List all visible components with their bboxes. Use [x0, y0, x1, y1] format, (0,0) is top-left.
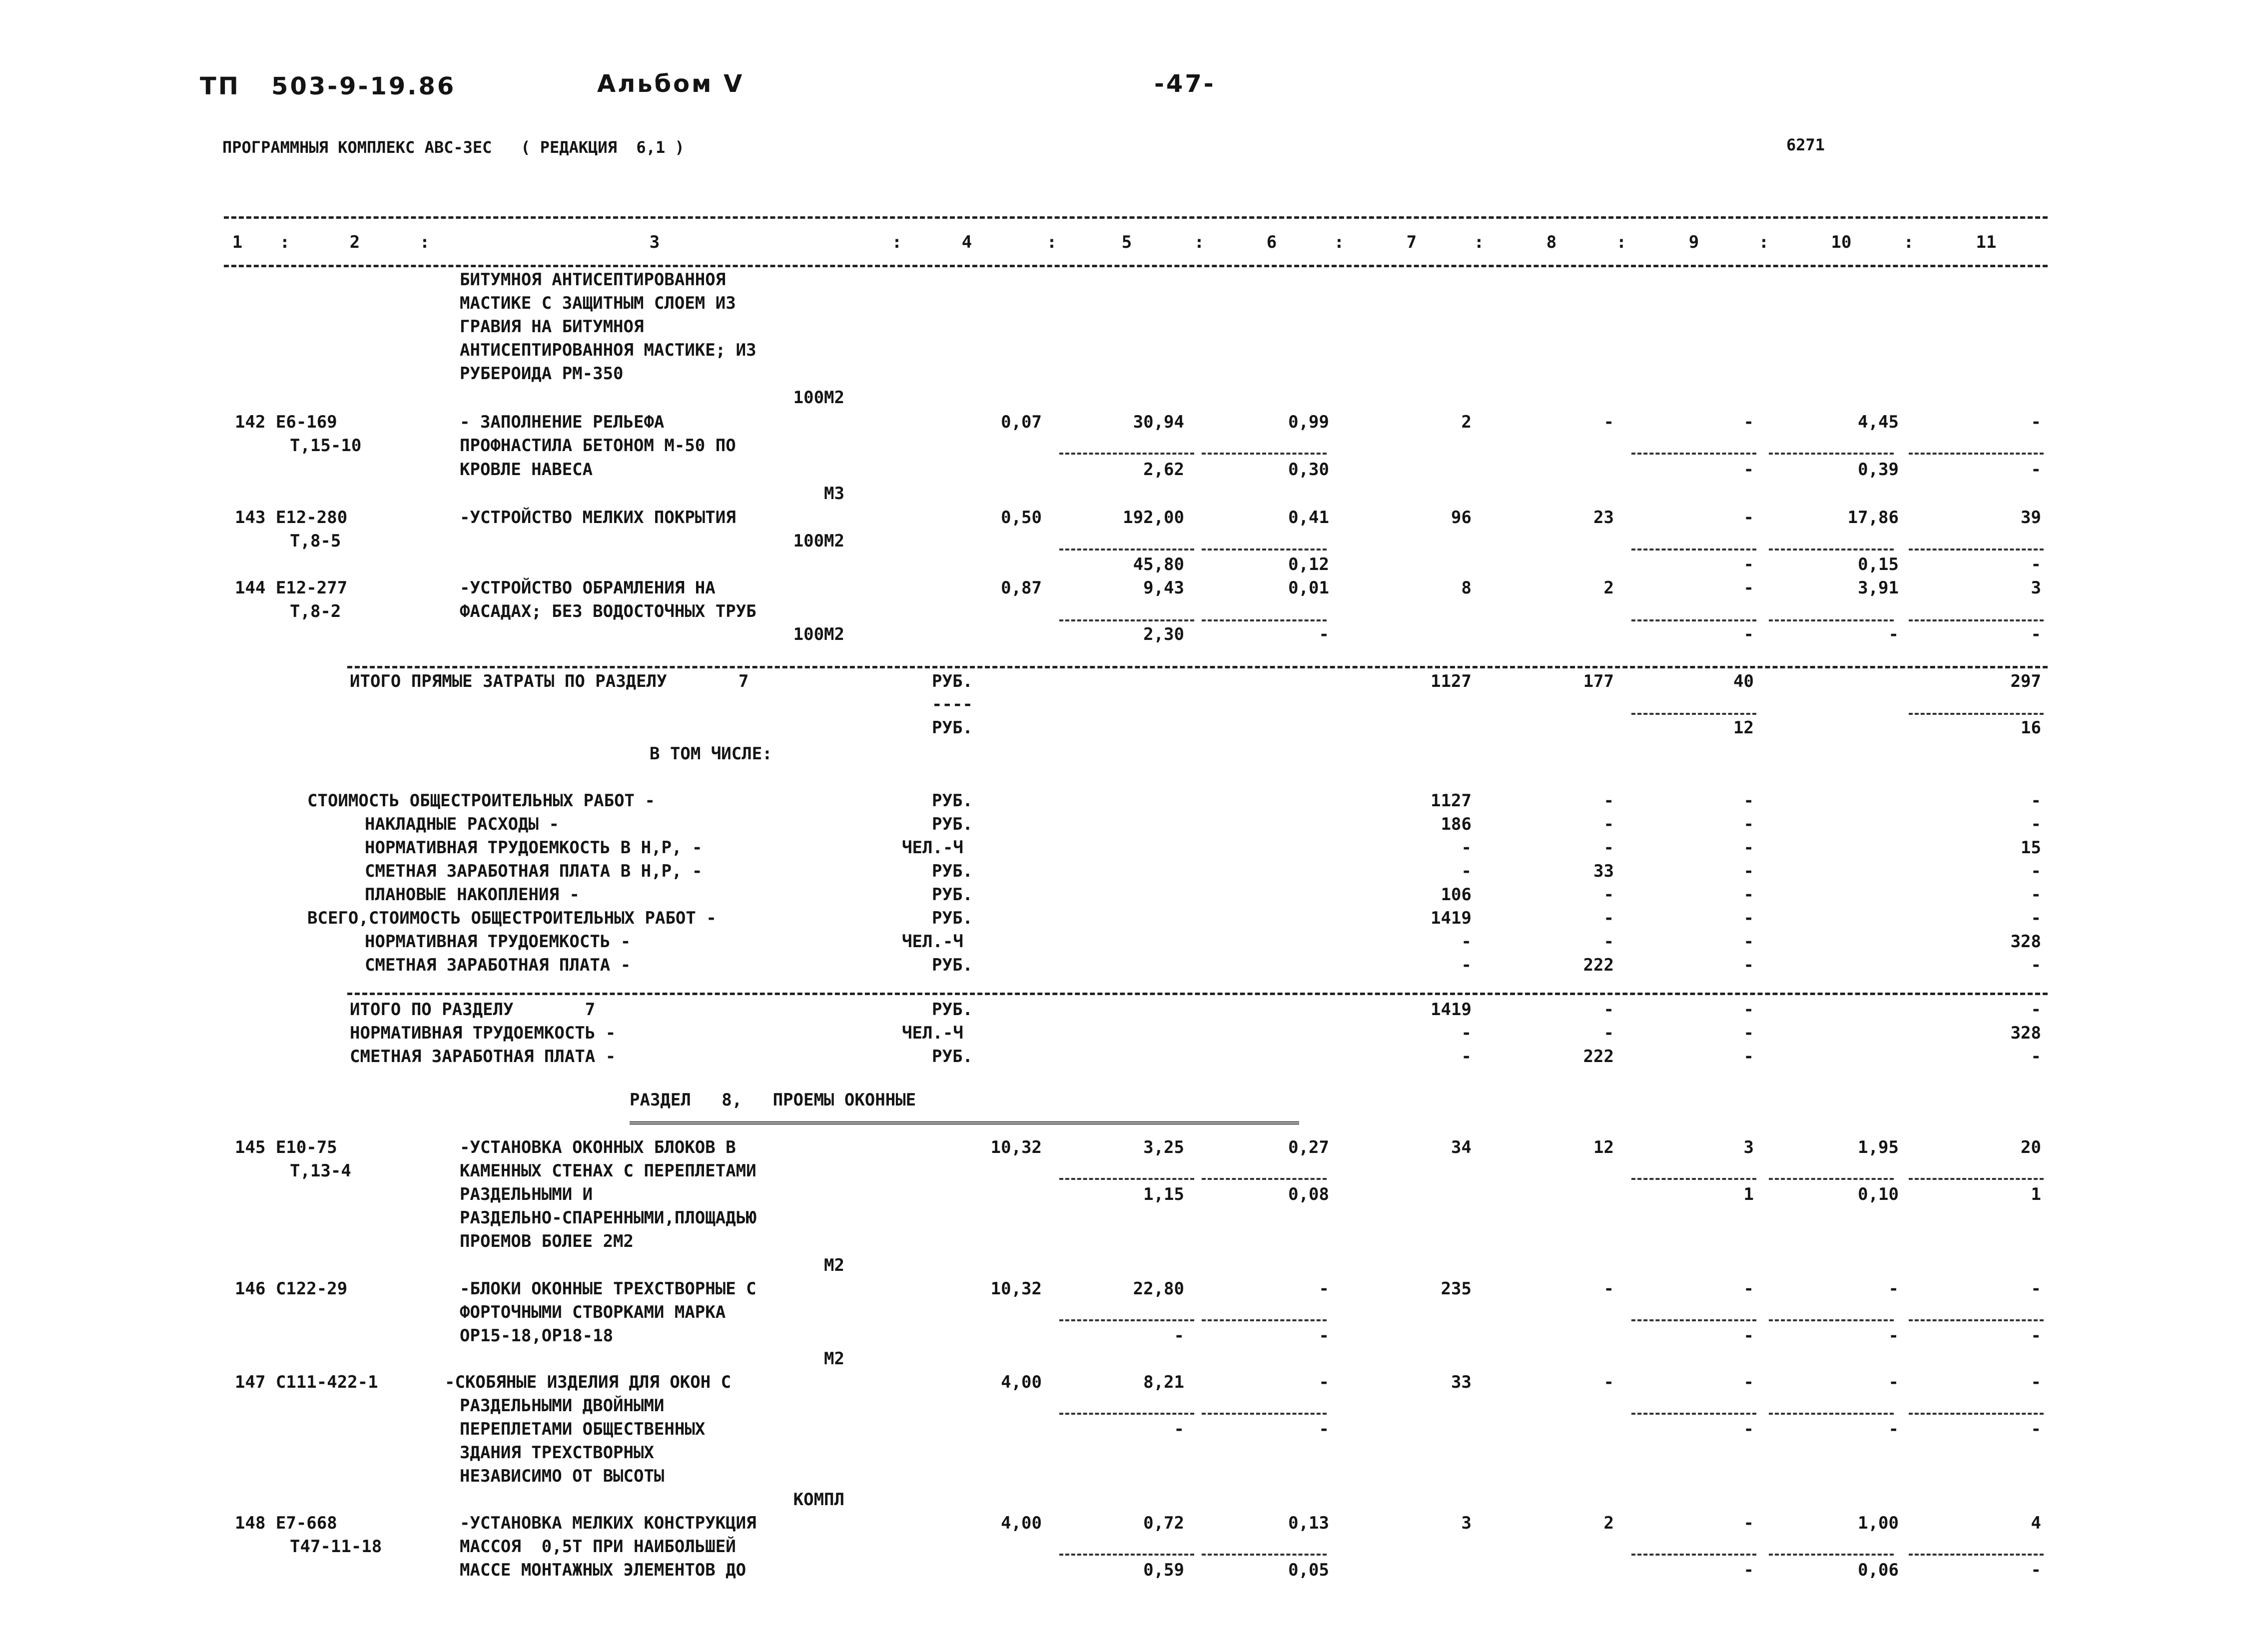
cell-rule	[1909, 1413, 2044, 1415]
table-cell-c7: 8	[1461, 578, 1472, 598]
table-cell-c11: -	[2031, 814, 2041, 834]
cell-rule	[1631, 1178, 1756, 1180]
cell-rule	[1631, 713, 1756, 715]
table-cell-unit: 100М2	[793, 624, 844, 644]
col-10-header: 10	[1831, 232, 1852, 252]
table-cell-c6: 0,05	[1288, 1560, 1329, 1580]
table-cell-c8: -	[1603, 814, 1614, 834]
table-cell-c11: 328	[2010, 1023, 2041, 1043]
table-cell-c6: -	[1319, 624, 1329, 644]
table-cell-c3: ГРАВИЯ НА БИТУМНОЯ	[460, 317, 644, 337]
table-cell-rub: РУБ.	[932, 718, 973, 738]
cell-rule	[1769, 1178, 1894, 1180]
table-cell-c11: -	[2031, 1000, 2041, 1020]
table-cell-c9: -	[1743, 1047, 1754, 1067]
table-cell-c3b: -СКОБЯНЫЕ ИЗДЕЛИЯ ДЛЯ ОКОН С	[445, 1372, 732, 1392]
table-cell-c7: 1127	[1431, 791, 1472, 811]
table-cell-c5: 0,59	[1143, 1560, 1184, 1580]
table-cell-c3: МАССОЯ 0,5Т ПРИ НАИБОЛЬШЕЙ	[460, 1537, 736, 1557]
cell-rule	[1059, 1178, 1194, 1180]
table-cell-c8: -	[1603, 885, 1614, 905]
table-cell-no: 144 Е12-277	[235, 578, 348, 598]
col-separator: :	[891, 232, 902, 252]
table-cell-cost: ВСЕГО,СТОИМОСТЬ ОБЩЕСТРОИТЕЛЬНЫХ РАБОТ -	[307, 908, 717, 928]
table-cell-c8: -	[1603, 1279, 1614, 1299]
table-cell-c4: 4,00	[1001, 1513, 1042, 1533]
table-cell-c5: 9,43	[1143, 578, 1184, 598]
table-cell-rub: РУБ.	[932, 791, 973, 811]
table-cell-c5: 0,72	[1143, 1513, 1184, 1533]
table-cell-c6: 0,41	[1288, 508, 1329, 528]
table-cell-c10: 3,91	[1858, 578, 1899, 598]
cell-rule	[1202, 1413, 1327, 1415]
table-cell-c11: 15	[2021, 838, 2041, 858]
col-separator: :	[1334, 232, 1345, 252]
table-cell-c5: 3,25	[1143, 1137, 1184, 1157]
table-cell-c9: -	[1743, 955, 1754, 975]
table-cell-no: 143 Е12-280	[235, 508, 348, 528]
table-cell-c10: 4,45	[1858, 412, 1899, 432]
table-cell-c5: 2,30	[1143, 624, 1184, 644]
cell-rule	[1202, 1319, 1327, 1321]
table-cell-c5: 2,62	[1143, 460, 1184, 480]
table-cell-cost2: СМЕТНАЯ ЗАРАБОТНАЯ ПЛАТА -	[365, 955, 631, 975]
table-cell-c3: БИТУМНОЯ АНТИСЕПТИРОВАННОЯ	[460, 270, 726, 290]
table-cell-c7: -	[1461, 861, 1472, 881]
table-cell-c7: 235	[1441, 1279, 1472, 1299]
table-cell-c9: -	[1743, 624, 1754, 644]
table-cell-c11: -	[2031, 1560, 2041, 1580]
table-cell-c10: 0,06	[1858, 1560, 1899, 1580]
cell-rule	[1202, 619, 1327, 621]
table-cell-c10: 0,15	[1858, 554, 1899, 574]
table-cell-c8: -	[1603, 412, 1614, 432]
table-cell-c7: 33	[1451, 1372, 1472, 1392]
table-cell-c6: 0,12	[1288, 554, 1329, 574]
table-cell-c11: -	[2031, 1419, 2041, 1439]
table-cell-c9: -	[1743, 861, 1754, 881]
table-cell-c3: -УСТРОЙСТВО ОБРАМЛЕНИЯ НА	[460, 578, 716, 598]
col-11-header: 11	[1976, 232, 1997, 252]
table-cell-c3: РУБЕРОИДА РМ-350	[460, 364, 624, 384]
table-cell-c9: -	[1743, 554, 1754, 574]
table-cell-c7: 3	[1461, 1513, 1472, 1533]
col-separator: :	[1046, 232, 1057, 252]
table-cell-c5: 22,80	[1133, 1279, 1184, 1299]
table-cell-c9: -	[1743, 814, 1754, 834]
rule-subtotal	[347, 666, 2048, 668]
col-separator: :	[1616, 232, 1627, 252]
table-cell-c9: -	[1743, 885, 1754, 905]
table-cell-c8: -	[1603, 932, 1614, 952]
table-cell-rub: РУБ.	[932, 955, 973, 975]
col-5-header: 5	[1121, 232, 1132, 252]
table-cell-c11: -	[2031, 861, 2041, 881]
table-cell-unit: М2	[824, 1255, 844, 1275]
table-cell-c9: -	[1743, 508, 1754, 528]
table-cell-c5: 192,00	[1123, 508, 1184, 528]
table-cell-c8: -	[1603, 908, 1614, 928]
table-cell-c9: -	[1743, 791, 1754, 811]
cell-rule	[1909, 1319, 2044, 1321]
table-cell-c6: 0,08	[1288, 1184, 1329, 1204]
cell-rule	[1769, 1319, 1894, 1321]
table-cell-c8: 2	[1603, 578, 1614, 598]
table-cell-c9: -	[1743, 460, 1754, 480]
table-cell-cost2: НОРМАТИВНАЯ ТРУДОЕМКОСТЬ -	[365, 932, 631, 952]
table-cell-no: 142 Е6-169	[235, 412, 337, 432]
col-2-header: 2	[349, 232, 360, 252]
cell-rule	[1059, 1319, 1194, 1321]
cell-rule	[1202, 1554, 1327, 1556]
table-cell-c8: -	[1603, 838, 1614, 858]
table-cell-c11: -	[2031, 460, 2041, 480]
col-separator: :	[1474, 232, 1485, 252]
table-cell-c3: ФАСАДАХ; БЕЗ ВОДОСТОЧНЫХ ТРУБ	[460, 601, 756, 621]
col-separator: :	[279, 232, 290, 252]
table-cell-c10: 0,10	[1858, 1184, 1899, 1204]
cell-rule	[1202, 1178, 1327, 1180]
cell-rule	[1909, 1554, 2044, 1556]
table-cell-c5: 8,21	[1143, 1372, 1184, 1392]
table-cell-c4: 0,07	[1001, 412, 1042, 432]
table-cell-c6: 0,27	[1288, 1137, 1329, 1157]
table-cell-sum: ИТОГО ПО РАЗДЕЛУ 7	[350, 1000, 596, 1020]
table-cell-c6: 0,30	[1288, 460, 1329, 480]
table-cell-rub: РУБ.	[932, 1000, 973, 1020]
table-cell-no: 145 Е10-75	[235, 1137, 337, 1157]
table-cell-c9: -	[1743, 1419, 1754, 1439]
table-cell-c10: -	[1888, 1419, 1899, 1439]
table-cell-no2: Т,13-4	[290, 1161, 351, 1181]
table-cell-c8: 23	[1593, 508, 1614, 528]
table-cell-chel: ЧЕЛ.-Ч	[902, 1023, 963, 1043]
cell-rule	[1059, 1413, 1194, 1415]
table-cell-c7: -	[1461, 838, 1472, 858]
table-cell-c3: - ЗАПОЛНЕНИЕ РЕЛЬЕФА	[460, 412, 665, 432]
table-cell-c11: 328	[2010, 932, 2041, 952]
cell-rule	[1769, 1554, 1894, 1556]
table-cell-c7: 96	[1451, 508, 1472, 528]
table-cell-c11: 16	[2021, 718, 2041, 738]
table-cell-c8: -	[1603, 1372, 1614, 1392]
cell-rule	[1631, 619, 1756, 621]
table-cell-rub: ----	[932, 694, 973, 714]
table-cell-c9: 1	[1743, 1184, 1754, 1204]
page-number: -47-	[1154, 70, 1216, 98]
table-cell-c3: ФОРТОЧНЫМИ СТВОРКАМИ МАРКА	[460, 1302, 726, 1322]
table-cell-rub: РУБ.	[932, 1047, 973, 1067]
table-cell-c11: 3	[2031, 578, 2041, 598]
table-cell-c3: -УСТРОЙСТВО МЕЛКИХ ПОКРЫТИЯ	[460, 508, 736, 528]
table-cell-c3: -БЛОКИ ОКОННЫЕ ТРЕХСТВОРНЫЕ С	[460, 1279, 756, 1299]
table-cell-c3: РАЗДЕЛЬНЫМИ ДВОЙНЫМИ	[460, 1396, 665, 1416]
table-cell-c8: 12	[1593, 1137, 1614, 1157]
table-cell-c6: -	[1319, 1326, 1329, 1346]
table-cell-c11: -	[2031, 1372, 2041, 1392]
table-cell-c5: 30,94	[1133, 412, 1184, 432]
table-cell-c3: КРОВЛЕ НАВЕСА	[460, 460, 593, 480]
table-cell-c8: 222	[1583, 1047, 1614, 1067]
table-cell-c3: РАЗДЕЛЬНО-СПАРЕННЫМИ,ПЛОЩАДЬЮ	[460, 1208, 756, 1228]
table-cell-c3: НЕЗАВИСИМО ОТ ВЫСОТЫ	[460, 1466, 665, 1486]
table-cell-no: 146 С122-29	[235, 1279, 348, 1299]
cell-rule	[1631, 453, 1756, 455]
table-cell-c9: -	[1743, 1279, 1754, 1299]
table-cell-unit: М2	[824, 1349, 844, 1369]
table-cell-c10: 0,39	[1858, 460, 1899, 480]
table-cell-cost2: СМЕТНАЯ ЗАРАБОТНАЯ ПЛАТА В Н,Р, -	[365, 861, 703, 881]
table-cell-c7: 106	[1441, 885, 1472, 905]
table-cell-rub: РУБ.	[932, 885, 973, 905]
table-cell-c9: -	[1743, 932, 1754, 952]
table-cell-c7: -	[1461, 932, 1472, 952]
cell-rule	[1631, 1554, 1756, 1556]
table-cell-c9: -	[1743, 1023, 1754, 1043]
table-cell-c3: РАЗДЕЛЬНЫМИ И	[460, 1184, 593, 1204]
document-id: 6271	[1786, 135, 1825, 154]
table-cell-c11: -	[2031, 885, 2041, 905]
col-separator: :	[1194, 232, 1205, 252]
table-cell-c11: -	[2031, 412, 2041, 432]
table-cell-c10: 17,86	[1847, 508, 1899, 528]
table-cell-c3: КАМЕННЫХ СТЕНАХ С ПЕРЕПЛЕТАМИ	[460, 1161, 756, 1181]
table-cell-c3: ЗДАНИЯ ТРЕХСТВОРНЫХ	[460, 1443, 654, 1463]
table-cell-rub: РУБ.	[932, 908, 973, 928]
table-cell-c10: 1,00	[1858, 1513, 1899, 1533]
col-separator: :	[1903, 232, 1914, 252]
rule-top	[224, 216, 2048, 219]
cell-rule	[1059, 1554, 1194, 1556]
cell-rule	[1769, 549, 1894, 551]
table-cell-c11: -	[2031, 908, 2041, 928]
table-cell-c9: -	[1743, 578, 1754, 598]
table-cell-c10: -	[1888, 1372, 1899, 1392]
table-cell-sum: НОРМАТИВНАЯ ТРУДОЕМКОСТЬ -	[350, 1023, 616, 1043]
table-cell-c11: -	[2031, 791, 2041, 811]
table-cell-c11: -	[2031, 554, 2041, 574]
table-cell-c9: -	[1743, 1000, 1754, 1020]
table-cell-rub: РУБ.	[932, 671, 973, 691]
cell-rule	[1769, 1413, 1894, 1415]
col-3-header: 3	[649, 232, 660, 252]
table-cell-c6: -	[1319, 1372, 1329, 1392]
table-cell-unit: 100М2	[793, 531, 844, 551]
table-cell-c9: -	[1743, 1560, 1754, 1580]
table-cell-c3: ОР15-18,ОР18-18	[460, 1326, 614, 1346]
rule-section-total	[347, 993, 2048, 995]
table-cell-c3: МАСТИКЕ С ЗАЩИТНЫМ СЛОЕМ ИЗ	[460, 293, 736, 313]
document-code: ТП 503-9-19.86	[200, 72, 456, 100]
table-cell-c10: -	[1888, 624, 1899, 644]
table-cell-sum: ИТОГО ПРЯМЫЕ ЗАТРАТЫ ПО РАЗДЕЛУ 7	[350, 671, 749, 691]
table-cell-unit: КОМПЛ	[793, 1490, 844, 1510]
table-cell-c10: -	[1888, 1326, 1899, 1346]
table-cell-unit: 100М2	[793, 388, 844, 408]
table-cell-c6: 0,01	[1288, 578, 1329, 598]
table-cell-c11: -	[2031, 1047, 2041, 1067]
col-separator: :	[1758, 232, 1769, 252]
table-cell-c4: 10,32	[990, 1279, 1042, 1299]
table-cell-cost2: ПЛАНОВЫЕ НАКОПЛЕНИЯ -	[365, 885, 580, 905]
table-cell-c7: 34	[1451, 1137, 1472, 1157]
table-cell-c3: -УСТАНОВКА ОКОННЫХ БЛОКОВ В	[460, 1137, 736, 1157]
table-cell-rub: РУБ.	[932, 861, 973, 881]
table-cell-c11: 39	[2021, 508, 2041, 528]
table-cell-c7: -	[1461, 1023, 1472, 1043]
cell-rule	[1909, 453, 2044, 455]
table-cell-chel: ЧЕЛ.-Ч	[902, 838, 963, 858]
table-cell-c5: -	[1174, 1419, 1184, 1439]
table-cell-c3: ПРОФНАСТИЛА БЕТОНОМ М-50 ПО	[460, 436, 736, 456]
table-cell-c5: -	[1174, 1326, 1184, 1346]
table-cell-c5: 45,80	[1133, 554, 1184, 574]
table-cell-c7: -	[1461, 1047, 1472, 1067]
cell-rule	[1909, 549, 2044, 551]
table-cell-c4: 10,32	[990, 1137, 1042, 1157]
table-cell-c11: -	[2031, 955, 2041, 975]
cell-rule	[1631, 1413, 1756, 1415]
cell-rule	[1909, 1178, 2044, 1180]
table-cell-c8: 2	[1603, 1513, 1614, 1533]
table-cell-c3: ПЕРЕПЛЕТАМИ ОБЩЕСТВЕННЫХ	[460, 1419, 706, 1439]
table-cell-sum: СМЕТНАЯ ЗАРАБОТНАЯ ПЛАТА -	[350, 1047, 616, 1067]
table-cell-c6: 0,13	[1288, 1513, 1329, 1533]
table-cell-c7: 1419	[1431, 908, 1472, 928]
cell-rule	[1059, 549, 1194, 551]
table-cell-c8: -	[1603, 1000, 1614, 1020]
table-cell-c3: -УСТАНОВКА МЕЛКИХ КОНСТРУКЦИЯ	[460, 1513, 756, 1533]
table-cell-c6: 0,99	[1288, 412, 1329, 432]
table-cell-c11: -	[2031, 1326, 2041, 1346]
cell-rule	[1631, 1319, 1756, 1321]
cell-rule	[1769, 453, 1894, 455]
table-cell-c9: -	[1743, 838, 1754, 858]
table-cell-c8: -	[1603, 791, 1614, 811]
table-cell-incl: В ТОМ ЧИСЛЕ:	[650, 744, 772, 764]
table-cell-c3: АНТИСЕПТИРОВАННОЯ МАСТИКЕ; ИЗ	[460, 340, 756, 360]
table-cell-c9: -	[1743, 1326, 1754, 1346]
table-cell-unit: М3	[824, 484, 844, 504]
table-cell-no: 148 Е7-668	[235, 1513, 337, 1533]
table-cell-no2: Т,8-5	[290, 531, 341, 551]
cell-rule	[1909, 713, 2044, 715]
table-cell-c9: -	[1743, 412, 1754, 432]
cell-rule	[1769, 619, 1894, 621]
col-1-header: 1	[232, 232, 243, 252]
col-6-header: 6	[1266, 232, 1277, 252]
table-cell-c4: 0,50	[1001, 508, 1042, 528]
rule-header-bottom	[224, 265, 2048, 267]
cell-rule	[1631, 549, 1756, 551]
cell-rule	[1059, 619, 1194, 621]
table-cell-c3: МАССЕ МОНТАЖНЫХ ЭЛЕМЕНТОВ ДО	[460, 1560, 747, 1580]
col-8-header: 8	[1546, 232, 1557, 252]
table-cell-c11: 4	[2031, 1513, 2041, 1533]
table-cell-c10: 1,95	[1858, 1137, 1899, 1157]
table-cell-sect: РАЗДЕЛ 8, ПРОЕМЫ ОКОННЫЕ	[630, 1090, 916, 1110]
table-cell-c7: 2	[1461, 412, 1472, 432]
table-cell-c11: -	[2031, 624, 2041, 644]
section-underline	[630, 1121, 1299, 1124]
table-cell-c6: -	[1319, 1419, 1329, 1439]
table-cell-c9: 40	[1733, 671, 1754, 691]
table-cell-c10: -	[1888, 1279, 1899, 1299]
table-cell-c9: 3	[1743, 1137, 1754, 1157]
table-cell-rub: РУБ.	[932, 814, 973, 834]
table-cell-c4: 0,87	[1001, 578, 1042, 598]
col-separator: :	[419, 232, 430, 252]
col-9-header: 9	[1688, 232, 1699, 252]
table-cell-c8: -	[1603, 1023, 1614, 1043]
table-cell-c9: 12	[1733, 718, 1754, 738]
table-cell-chel: ЧЕЛ.-Ч	[902, 932, 963, 952]
cell-rule	[1202, 549, 1327, 551]
table-cell-c9: -	[1743, 908, 1754, 928]
table-cell-c11: 1	[2031, 1184, 2041, 1204]
table-cell-no2: Т,15-10	[290, 436, 362, 456]
table-cell-c8: 222	[1583, 955, 1614, 975]
table-cell-c6: -	[1319, 1279, 1329, 1299]
cell-rule	[1059, 453, 1194, 455]
album-label: Альбом V	[597, 70, 745, 98]
table-cell-c9: -	[1743, 1513, 1754, 1533]
program-title: ПРОГРАММНЫЯ КОМПЛЕКС АВС-ЗЕС ( РЕДАКЦИЯ 6,1 )	[222, 138, 685, 157]
table-cell-c11: 20	[2021, 1137, 2041, 1157]
cell-rule	[1909, 619, 2044, 621]
table-cell-cost2: НОРМАТИВНАЯ ТРУДОЕМКОСТЬ В Н,Р, -	[365, 838, 703, 858]
table-cell-c7: 186	[1441, 814, 1472, 834]
col-7-header: 7	[1406, 232, 1417, 252]
table-cell-c11: -	[2031, 1279, 2041, 1299]
table-cell-c8: 33	[1593, 861, 1614, 881]
table-cell-c7: 1127	[1431, 671, 1472, 691]
table-cell-c3: ПРОЕМОВ БОЛЕЕ 2М2	[460, 1231, 634, 1251]
table-cell-c7: -	[1461, 955, 1472, 975]
col-4-header: 4	[961, 232, 972, 252]
table-cell-no: 147 С111-422-1	[235, 1372, 378, 1392]
table-cell-cost: СТОИМОСТЬ ОБЩЕСТРОИТЕЛЬНЫХ РАБОТ -	[307, 791, 655, 811]
table-cell-cost2: НАКЛАДНЫЕ РАСХОДЫ -	[365, 814, 559, 834]
table-cell-c11: 297	[2010, 671, 2041, 691]
table-cell-c7: 1419	[1431, 1000, 1472, 1020]
table-cell-c8: 177	[1583, 671, 1614, 691]
table-cell-no2: Т,8-2	[290, 601, 341, 621]
table-cell-c5: 1,15	[1143, 1184, 1184, 1204]
table-cell-c4: 4,00	[1001, 1372, 1042, 1392]
cell-rule	[1202, 453, 1327, 455]
table-cell-no2: Т47-11-18	[290, 1537, 382, 1557]
table-cell-c9: -	[1743, 1372, 1754, 1392]
